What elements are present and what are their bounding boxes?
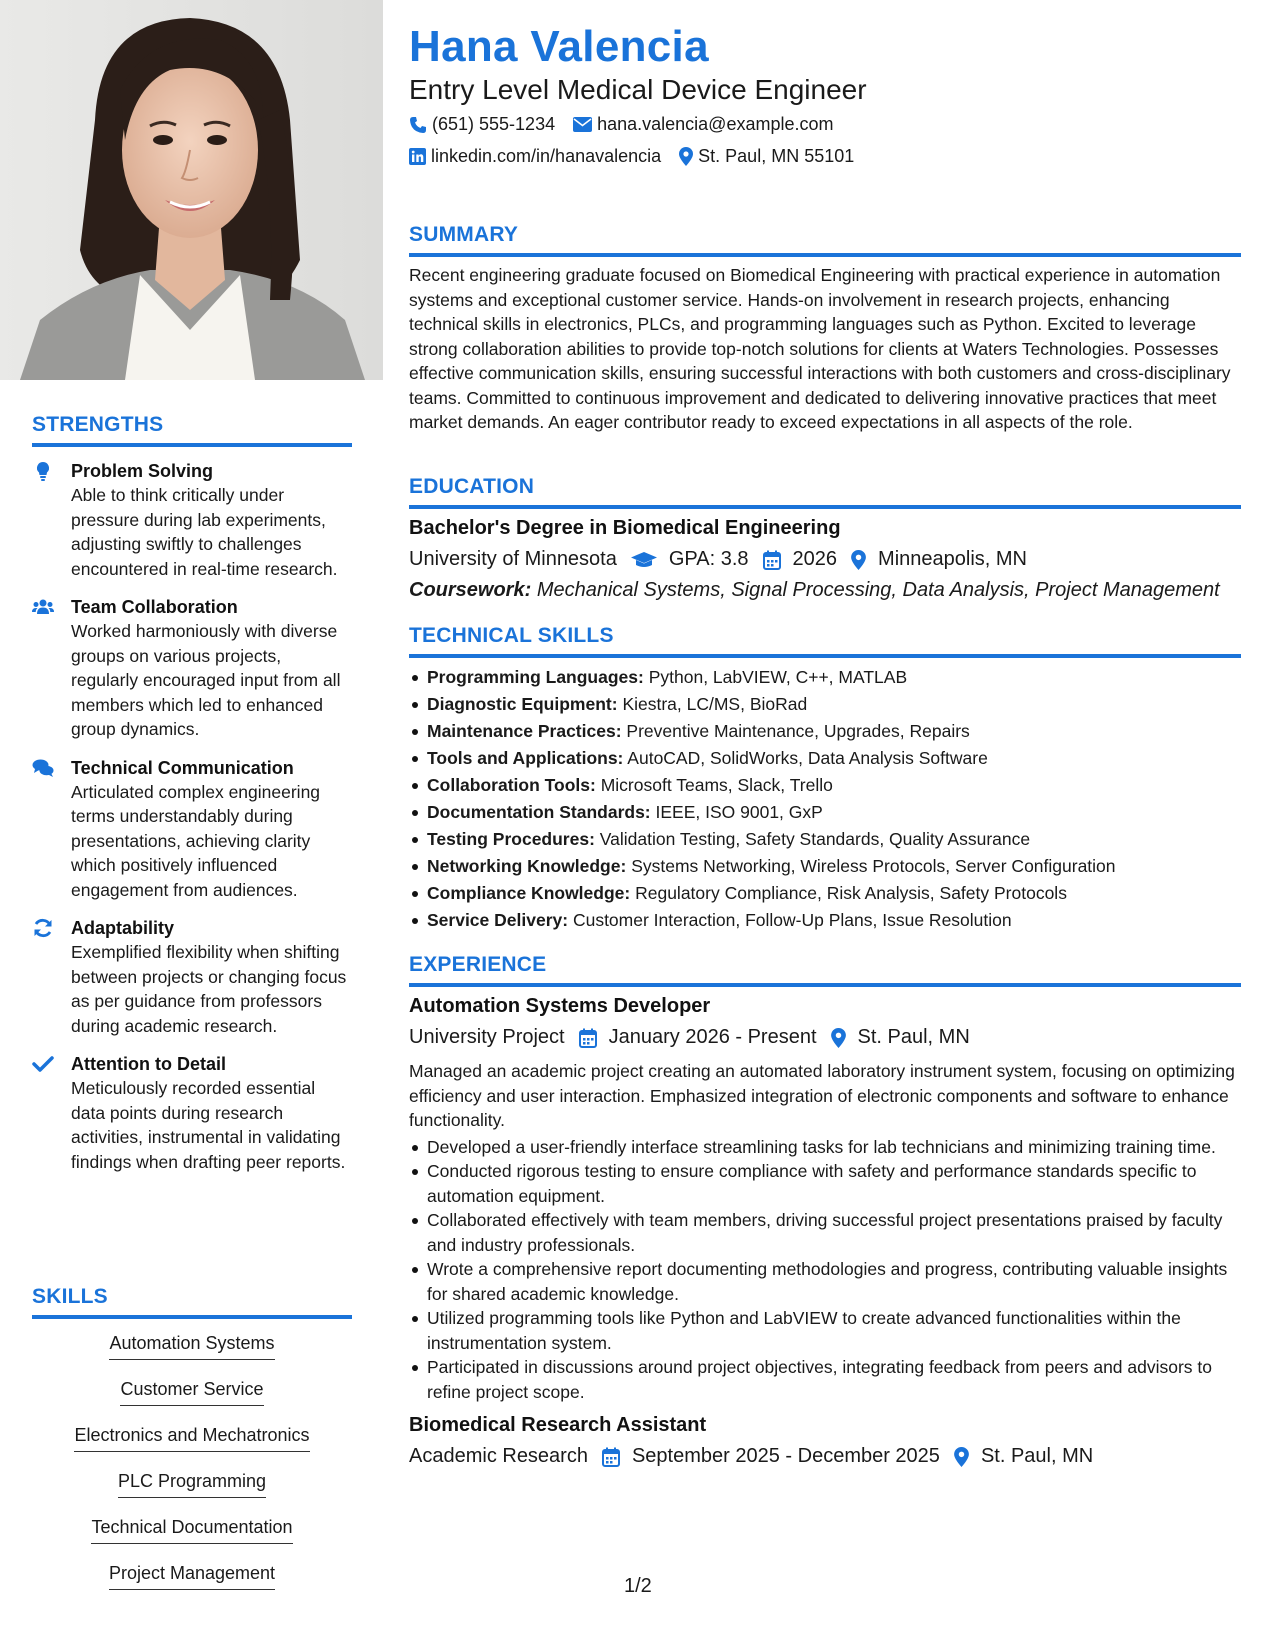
degree-title: Bachelor's Degree in Biomedical Engineering xyxy=(409,517,841,539)
job-entry xyxy=(409,995,1241,1404)
coursework xyxy=(409,579,1241,602)
strength-title: Team Collaboration xyxy=(71,597,238,617)
strength-item xyxy=(32,1052,352,1174)
strength-desc: Worked harmoniously with diverse groups on various projects, regularly encouraged input from all members which led to enhanced group dynamics. xyxy=(71,621,341,739)
list-item: Testing Procedures: Validation Testing, Safety Standards, Quality Assurance xyxy=(409,826,1241,853)
linkedin-text: linkedin.com/in/hanavalencia xyxy=(431,146,662,166)
calendar-icon xyxy=(602,1447,620,1467)
list-item: Developed a user-friendly interface streamlining tasks for lab technicians and minimizing training time. xyxy=(409,1135,1241,1160)
experience-heading: EXPERIENCE xyxy=(409,953,1241,987)
strengths-heading: STRENGTHS xyxy=(32,413,352,447)
list-item: Conducted rigorous testing to ensure compliance with safety and performance standards specific to automation equipment. xyxy=(409,1159,1241,1208)
skills-list xyxy=(32,1331,352,1607)
check-icon xyxy=(32,1053,54,1075)
list-item: Programming Languages: Python, LabVIEW, C++, MATLAB xyxy=(409,664,1241,691)
sidebar xyxy=(0,0,383,1650)
list-item: Collaboration Tools: Microsoft Teams, Slack, Trello xyxy=(409,772,1241,799)
phone-text: (651) 555-1234 xyxy=(432,114,556,134)
job-dates: September 2025 - December 2025 xyxy=(631,1445,940,1467)
list-item: Documentation Standards: IEEE, ISO 9001, GxP xyxy=(409,799,1241,826)
job-meta xyxy=(409,1445,1241,1468)
map-pin-icon xyxy=(851,550,866,570)
list-item: Wrote a comprehensive report documenting methodologies and progress, contributing valuable insights for shared academic knowledge. xyxy=(409,1257,1241,1306)
education-meta xyxy=(409,548,1241,571)
list-item: Networking Knowledge: Systems Networking, Wireless Protocols, Server Configuration xyxy=(409,853,1241,880)
coursework-text: Mechanical Systems, Signal Processing, Data Analysis, Project Management xyxy=(536,579,1220,601)
graduation-year: 2026 xyxy=(792,548,838,570)
strengths-section xyxy=(32,413,352,1174)
skill-tag: PLC Programming xyxy=(118,1469,266,1498)
contact-row xyxy=(409,146,872,167)
job-bullets xyxy=(409,1135,1241,1405)
envelope-icon xyxy=(573,117,592,132)
strength-desc: Articulated complex engineering terms understandably during presentations, achieving clarity which positively influenced engagement from audiences. xyxy=(71,781,321,900)
strength-title: Attention to Detail xyxy=(71,1054,226,1074)
education-heading: EDUCATION xyxy=(409,475,1241,509)
calendar-icon xyxy=(763,550,781,570)
phone-contact[interactable] xyxy=(409,114,555,135)
skill-tag: Electronics and Mechatronics xyxy=(74,1423,309,1452)
coursework-label: Coursework: xyxy=(409,579,532,601)
skill-tag: Automation Systems xyxy=(109,1331,274,1360)
skill-tag: Project Management xyxy=(109,1561,275,1590)
list-item: Maintenance Practices: Preventive Maintenance, Upgrades, Repairs xyxy=(409,718,1241,745)
list-item: Compliance Knowledge: Regulatory Compliance, Risk Analysis, Safety Protocols xyxy=(409,880,1241,907)
linkedin-icon xyxy=(409,148,426,165)
skills-section xyxy=(32,1285,352,1607)
summary-section xyxy=(409,223,1241,435)
strength-item xyxy=(32,595,352,742)
job-org: Academic Research xyxy=(409,1445,588,1467)
strength-desc: Able to think critically under pressure during lab experiments, adjusting swiftly to challenges encountered in real-time research. xyxy=(71,485,338,579)
list-item: Service Delivery: Customer Interaction, Follow-Up Plans, Issue Resolution xyxy=(409,907,1241,934)
graduation-cap-icon xyxy=(631,551,657,569)
map-pin-icon xyxy=(831,1028,846,1048)
gpa-text: GPA: 3.8 xyxy=(668,548,749,570)
refresh-icon xyxy=(32,917,54,939)
education-section xyxy=(409,475,1241,602)
strength-title: Adaptability xyxy=(71,918,175,938)
job-org: University Project xyxy=(409,1026,565,1048)
technical-skills-section xyxy=(409,624,1241,934)
job-location: St. Paul, MN xyxy=(857,1026,970,1048)
skill-tag: Customer Service xyxy=(120,1377,263,1406)
job-summary: Managed an academic project creating an automated laboratory instrument system, focusing on optimizing efficiency and user interaction. Emphasized integration of electronic components and software to enhance functionality. xyxy=(409,1061,1235,1130)
job-location: St. Paul, MN xyxy=(980,1445,1094,1467)
job-dates: January 2026 - Present xyxy=(608,1026,817,1048)
strength-title: Technical Communication xyxy=(71,757,294,778)
strength-item xyxy=(32,916,352,1038)
strength-item xyxy=(32,756,352,903)
job-title: Automation Systems Developer xyxy=(409,995,711,1017)
list-item: Utilized programming tools like Python and LabVIEW to create advanced functionalities within the instrumentation system. xyxy=(409,1306,1241,1355)
strength-desc: Exemplified flexibility when shifting between projects or changing focus as per guidance from professors during academic research. xyxy=(71,942,347,1036)
list-item: Diagnostic Equipment: Kiestra, LC/MS, BioRad xyxy=(409,691,1241,718)
summary-text: Recent engineering graduate focused on Biomedical Engineering with practical experience in automation systems and exceptional customer service. Hands-on involvement in research projects, enhancing technical skills in electronics, PLCs, and programming languages such as Python. Excited to leverage strong collaboration abilities to provide top-notch solutions for clients at Waters Technologies. Possesses effective communication skills, ensuring successful interactions with both customers and cross-disciplinary teams. Committed to continuous improvement and dedicated to delivering innovative practices that meet market demands. An eager contributor ready to exceed expectations in all aspects of the role. xyxy=(409,265,1231,432)
strength-title: Problem Solving xyxy=(71,461,214,481)
users-icon xyxy=(32,596,54,618)
list-item: Participated in discussions around project objectives, integrating feedback from peers and advisors to refine project scope. xyxy=(409,1355,1241,1404)
list-item: Tools and Applications: AutoCAD, SolidWorks, Data Analysis Software xyxy=(409,745,1241,772)
map-pin-icon xyxy=(679,147,693,166)
skills-heading: SKILLS xyxy=(32,1285,352,1319)
summary-heading: SUMMARY xyxy=(409,223,1241,257)
experience-section xyxy=(409,953,1241,1468)
lightbulb-icon xyxy=(32,460,54,482)
linkedin-contact[interactable] xyxy=(409,146,661,167)
job-meta xyxy=(409,1026,1241,1049)
candidate-title: Entry Level Medical Device Engineer xyxy=(409,74,867,105)
candidate-name: Hana Valencia xyxy=(409,22,709,71)
location-text: St. Paul, MN 55101 xyxy=(698,146,855,166)
comments-icon xyxy=(32,757,54,779)
technical-skills-heading: TECHNICAL SKILLS xyxy=(409,624,1241,658)
school-location: Minneapolis, MN xyxy=(878,548,1027,570)
job-entry xyxy=(409,1414,1241,1468)
contact-row xyxy=(409,114,852,135)
technical-skills-list xyxy=(409,664,1241,934)
strength-item xyxy=(32,459,352,581)
email-contact[interactable] xyxy=(573,114,833,135)
email-text: hana.valencia@example.com xyxy=(597,114,834,134)
list-item: Collaborated effectively with team members, driving successful project presentations praised by faculty and industry professionals. xyxy=(409,1208,1241,1257)
school-name: University of Minnesota xyxy=(409,548,617,570)
phone-icon xyxy=(409,116,427,134)
page-number: 1/2 xyxy=(624,1575,652,1597)
location-contact xyxy=(679,146,854,167)
job-title: Biomedical Research Assistant xyxy=(409,1414,707,1436)
profile-photo xyxy=(0,0,383,380)
map-pin-icon xyxy=(954,1447,969,1467)
strength-desc: Meticulously recorded essential data points during research activities, instrumental in validating findings when drafting peer reports. xyxy=(71,1078,346,1172)
skill-tag: Technical Documentation xyxy=(91,1515,292,1544)
calendar-icon xyxy=(579,1028,597,1048)
